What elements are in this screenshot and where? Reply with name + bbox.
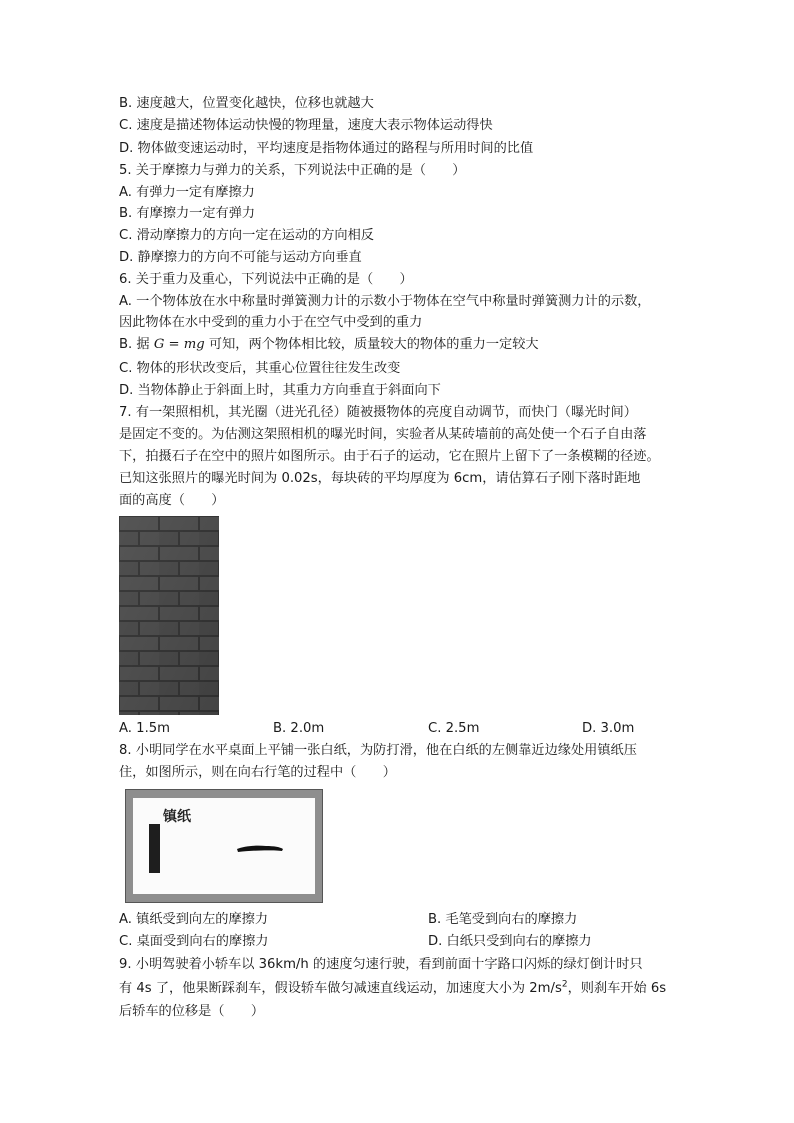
q5-option-c: C. 滑动摩擦力的方向一定在运动的方向相反 xyxy=(119,228,374,243)
q5-option-d: D. 静摩擦力的方向不可能与运动方向垂直 xyxy=(119,250,362,265)
q7-option-d: D. 3.0m xyxy=(582,721,635,736)
paper-weight-label: 镇纸 xyxy=(163,809,191,825)
q8-option-d: D. 白纸只受到向右的摩擦力 xyxy=(428,934,592,949)
q6-option-b-prefix: B. 据 xyxy=(119,337,154,352)
q6-option-a-line2: 因此物体在水中受到的重力小于在空气中受到的重力 xyxy=(119,315,423,330)
q6-option-c: C. 物体的形状改变后，其重心位置往往发生改变 xyxy=(119,361,401,376)
q9-exponent: 2 xyxy=(561,979,568,990)
q9-line2-text: 有 4s 了，他果断踩刹车，假设轿车做匀减速直线运动，加速度大小为 2m/s xyxy=(119,981,562,996)
brick-wall-photo xyxy=(119,516,219,715)
q7-stem-line1: 7. 有一架照相机，其光圈（进光孔径）随被摄物体的亮度自动调节，而快门（曝光时间） xyxy=(119,405,637,420)
q5-option-a: A. 有弹力一定有摩擦力 xyxy=(119,185,255,200)
q7-option-a: A. 1.5m xyxy=(119,721,170,736)
q4-option-c: C. 速度是描述物体运动快慢的物理量，速度大表示物体运动得快 xyxy=(119,118,493,133)
q6-formula: G = mg xyxy=(153,337,205,352)
q7-stem-line5: 面的高度（ ） xyxy=(119,493,225,508)
paper-weight xyxy=(149,824,160,873)
q7-option-c: C. 2.5m xyxy=(428,721,480,736)
q5-stem: 5. 关于摩擦力与弹力的关系，下列说法中正确的是（ ） xyxy=(119,163,466,178)
q7-option-b: B. 2.0m xyxy=(273,721,325,736)
q6-option-b xyxy=(119,335,539,355)
q8-stem-line2: 住，如图所示，则在向右行笔的过程中（ ） xyxy=(119,765,396,780)
q9-stem-line2 xyxy=(119,979,666,999)
q7-stem-line2: 是固定不变的。为估测这架照相机的曝光时间，实验者从某砖墙前的高处使一个石子自由落 xyxy=(119,427,647,442)
q8-option-a: A. 镇纸受到向左的摩擦力 xyxy=(119,912,269,927)
q6-option-b-text: 可知，两个物体相比较，质量较大的物体的重力一定较大 xyxy=(204,337,539,352)
q8-option-c: C. 桌面受到向右的摩擦力 xyxy=(119,934,269,949)
q9-stem-line3: 后轿车的位移是（ ） xyxy=(119,1004,265,1019)
q4-option-d: D. 物体做变速运动时，平均速度是指物体通过的路程与所用时间的比值 xyxy=(119,141,534,156)
q8-stem-line1: 8. 小明同学在水平桌面上平铺一张白纸，为防打滑，他在白纸的左侧靠近边缘处用镇纸压 xyxy=(119,743,637,758)
q6-option-a-line1: A. 一个物体放在水中称量时弹簧测力计的示数小于物体在空气中称量时弹簧测力计的示数， xyxy=(119,294,651,309)
q7-stem-line4: 已知这张照片的曝光时间为 0.02s，每块砖的平均厚度为 6cm，请估算石子刚下落时距地 xyxy=(119,471,641,486)
q9-stem-line1: 9. 小明驾驶着小轿车以 36km/h 的速度匀速行驶，看到前面十字路口闪烁的绿灯倒计时只 xyxy=(119,957,643,972)
q7-stem-line3: 下，拍摄石子在空中的照片如图所示。由于石子的运动，它在照片上留下了一条模糊的径迹。 xyxy=(119,449,660,464)
q4-option-b: B. 速度越大，位置变化越快，位移也就越大 xyxy=(119,96,374,111)
q6-stem: 6. 关于重力及重心，下列说法中正确的是（ ） xyxy=(119,272,413,287)
q9-line2-tail: ，则刹车开始 6s xyxy=(567,981,667,996)
paper-weight-figure xyxy=(125,789,323,903)
q8-option-b: B. 毛笔受到向右的摩擦力 xyxy=(428,912,578,927)
q6-option-d: D. 当物体静止于斜面上时，其重力方向垂直于斜面向下 xyxy=(119,383,441,398)
q5-option-b: B. 有摩擦力一定有弹力 xyxy=(119,206,256,221)
brush-stroke xyxy=(236,840,284,856)
white-paper xyxy=(133,798,315,894)
